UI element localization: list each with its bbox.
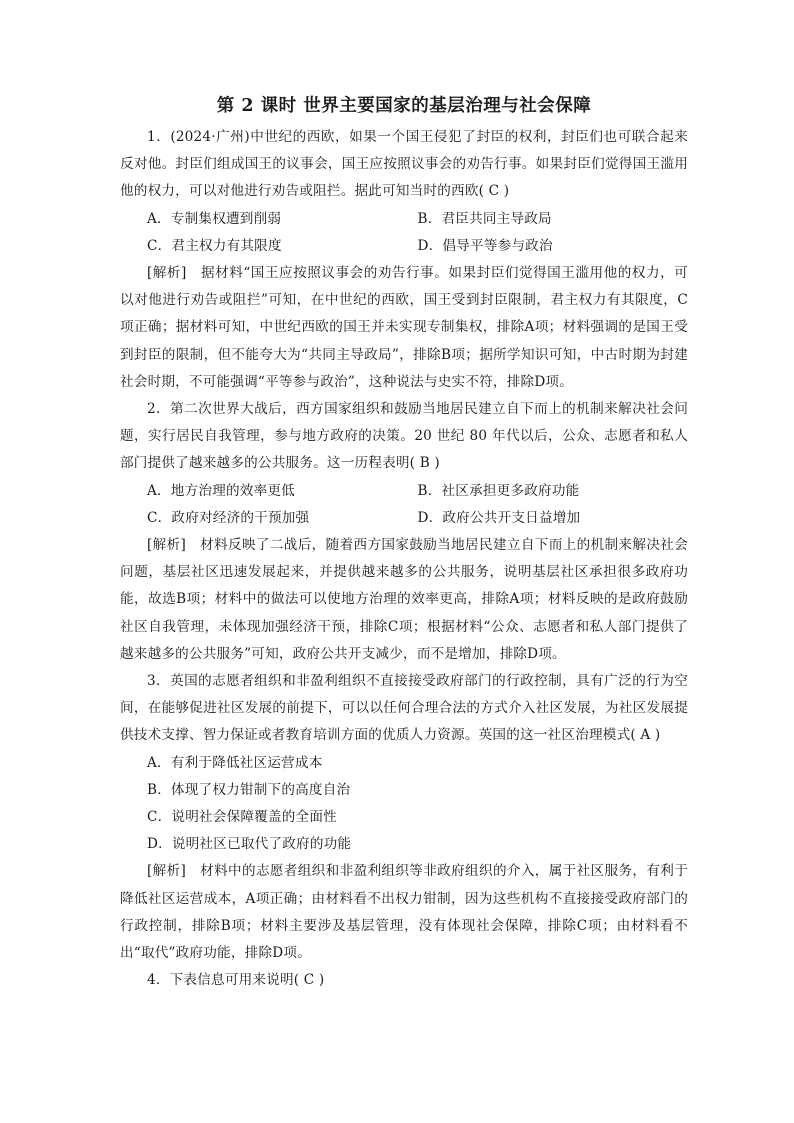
- analysis: [解析] 材料反映了二战后，随着西方国家鼓励当地居民建立自下而上的机制来解决社会问题，基层社区迅速发展起来，并提供越来越多的公共服务，说明基层社区承担很多政府功能，故选B项；材料中的做法可以使地方治理的效率更高，排除A项；材料反映的是政府鼓励社区自我管理，未体现加强经济干预，排除C项；根据材料“公众、志愿者和私人部门提供了越来越多的公共服务”可知，政府公共开支减少，而不是增加，排除D项。: [120, 537, 688, 662]
- option-c: C．政府对经济的干预加强: [147, 509, 310, 526]
- question-stem: 3．英国的志愿者组织和非盈利组织不直接接受政府部门的行政控制，具有广泛的行为空间，在能够促进社区发展的前提下，可以以任何合理合法的方式介入社区发展，为社区发展提供技术支撑、智力保证或者教育培训方面的优质人力资源。英国的这一社区治理模式( A ): [120, 673, 688, 744]
- option-b: B．社区承担更多政府功能: [417, 482, 580, 499]
- option-d: D．政府公共开支日益增加: [417, 509, 581, 526]
- option-c: C．说明社会保障覆盖的全面性: [147, 809, 337, 826]
- option-d: D．说明社区已取代了政府的功能: [147, 836, 352, 853]
- option-a: A．地方治理的效率更低: [147, 482, 295, 499]
- question-stem: 2．第二次世界大战后，西方国家组织和鼓励当地居民建立自下而上的机制来解决社会问题，实行居民自我管理，参与地方政府的决策。20 世纪 80 年代以后，公众、志愿者和私人部门提供了越来越多的公共服务。这一历程表明( B ): [120, 401, 688, 472]
- question-stem: 4．下表信息可用来说明( C ): [147, 972, 325, 989]
- option-b: B．君臣共同主导政局: [417, 210, 552, 227]
- analysis: [解析] 据材料“国王应按照议事会的劝告行事。如果封臣们觉得国王滥用他的权力，可以对他进行劝告或阻拦”可知，在中世纪的西欧，国王受到封臣限制，君主权力有其限度，C项正确；据材料可知，中世纪西欧的国王并未实现专制集权，排除A项；材料强调的是国王受到封臣的限制，但不能夸大为“共同主导政局”，排除B项；据所学知识可知，中古时期为封建社会时期，不可能强调“平等参与政治”，这种说法与史实不符，排除D项。: [120, 265, 688, 390]
- option-d: D．倡导平等参与政治: [417, 237, 553, 254]
- options: [120, 206, 688, 260]
- option-c: C．君主权力有其限度: [147, 237, 282, 254]
- question-stem: 1．(2024·广州)中世纪的西欧，如果一个国王侵犯了封臣的权利，封臣们也可联合起来反对他。封臣们组成国王的议事会，国王应按照议事会的劝告行事。如果封臣们觉得国王滥用他的权力，可以对他进行劝告或阻拦。据此可知当时的西欧( C ): [120, 129, 688, 200]
- analysis: [解析] 材料中的志愿者组织和非盈利组织等非政府组织的介入，属于社区服务，有利于降低社区运营成本，A项正确；由材料看不出权力钳制，因为这些机构不直接接受政府部门的行政控制，排除B项；材料主要涉及基层管理，没有体现社会保障，排除C项；由材料看不出“取代”政府功能，排除D项。: [120, 863, 688, 962]
- options: [120, 478, 688, 532]
- option-b: B．体现了权力钳制下的高度自治: [147, 781, 351, 798]
- option-a: A．有利于降低社区运营成本: [147, 754, 323, 771]
- question-4: [120, 967, 688, 994]
- question-2: [120, 396, 688, 668]
- question-3: [120, 668, 688, 967]
- page-title: 第 2 课时 世界主要国家的基层治理与社会保障: [216, 96, 592, 116]
- question-1: [120, 124, 688, 396]
- option-a: A．专制集权遭到削弱: [147, 210, 282, 227]
- options: [120, 750, 688, 859]
